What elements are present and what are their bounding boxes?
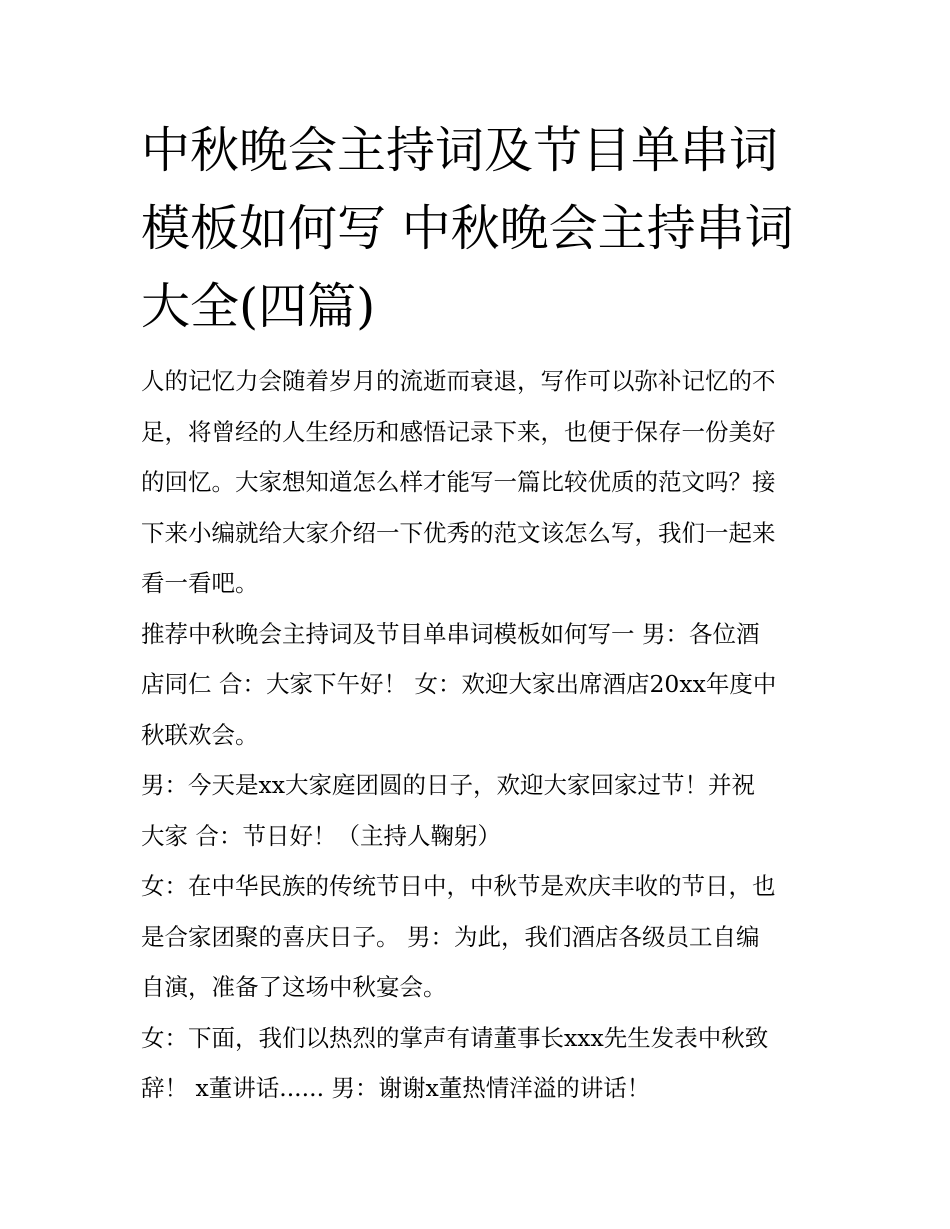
paragraph-line: 男：今天是xx大家庭团圆的日子，欢迎大家回家过节！并祝 <box>141 771 756 799</box>
paragraph-line: 大家 合：节日好！（主持人鞠躬） <box>141 821 501 850</box>
paragraph-line: 女：下面，我们以热烈的掌声有请董事长xxx先生发表中秋致 <box>141 1023 769 1052</box>
title-line: 中秋晚会主持词及节目单串词 <box>141 122 779 179</box>
paragraph-line: 足，将曾经的人生经历和感悟记录下来，也便于保存一份美好 <box>141 417 776 446</box>
paragraph-line: 女：在中华民族的传统节日中，中秋节是欢庆丰收的节日，也 <box>141 872 776 900</box>
paragraph-line: 店同仁 合：大家下午好！ 女：欢迎大家出席酒店20xx年度中 <box>141 670 777 698</box>
paragraph-intro <box>141 356 813 609</box>
paragraph-line: 是合家团聚的喜庆日子。 男：为此，我们酒店各级员工自编 <box>141 922 760 951</box>
document-body <box>141 112 813 1114</box>
paragraph-chairman <box>141 1013 813 1114</box>
paragraph-line: 下来小编就给大家介绍一下优秀的范文该怎么写，我们一起来 <box>141 518 776 547</box>
paragraph-line: 秋联欢会。 <box>141 720 259 749</box>
document-title <box>141 112 813 346</box>
title-line: 模板如何写 中秋晚会主持串词 <box>141 200 794 257</box>
paragraph-line: 自演，准备了这场中秋宴会。 <box>141 973 447 1001</box>
paragraph-greeting <box>141 760 813 861</box>
paragraph-line: 的回忆。大家想知道怎么样才能写一篇比较优质的范文吗？接 <box>141 468 776 496</box>
paragraph-line: 人的记忆力会随着岁月的流逝而衰退，写作可以弥补记忆的不 <box>141 367 776 395</box>
paragraph-opening <box>141 609 813 761</box>
paragraph-line: 辞！ x董讲话...... 男：谢谢x董热情洋溢的讲话！ <box>141 1074 651 1102</box>
paragraph-line: 看一看吧。 <box>141 569 259 597</box>
title-line: 大全(四篇) <box>141 278 376 335</box>
paragraph-line: 推荐中秋晚会主持词及节目单串词模板如何写一 男：各位酒 <box>141 619 760 648</box>
paragraph-festival <box>141 861 813 1013</box>
